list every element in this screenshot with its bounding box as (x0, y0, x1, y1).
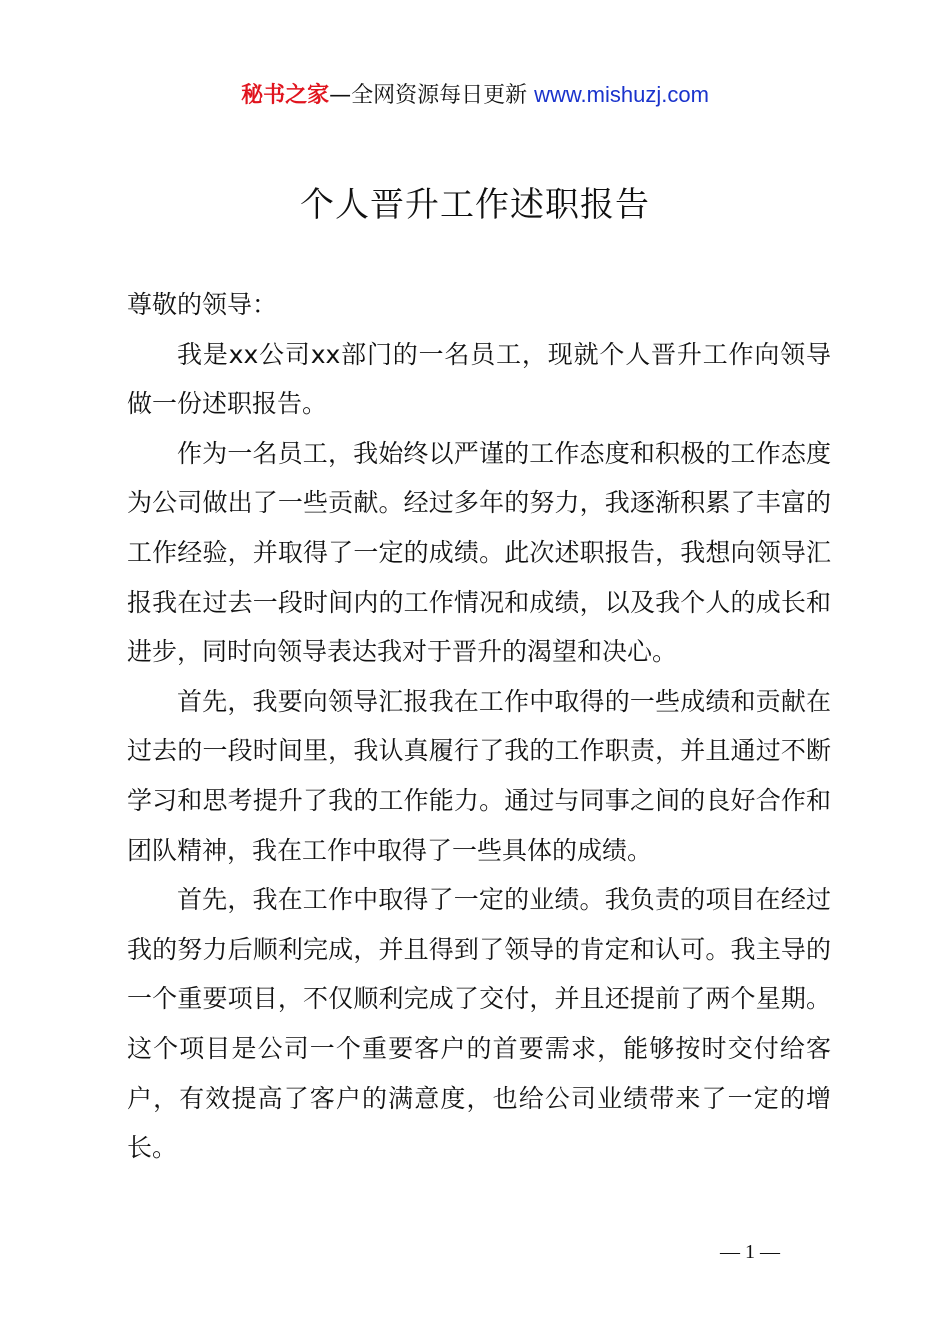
page-number: — 1 — (720, 1241, 780, 1263)
salutation: 尊敬的领导： (127, 290, 278, 319)
document-title: 个人晋升工作述职报告 (300, 185, 650, 225)
site-url-link[interactable]: www.mishuzj.com (534, 82, 709, 107)
body-paragraph: 首先，我要向领导汇报我在工作中取得的一些成绩和贡献在过去的一段时间里，我认真履行了我的工作职责，并且通过不断学习和思考提升了我的工作能力。通过与同事之间的良好合作和团队精神，我在工作中取得了一些具体的成绩。 (127, 686, 831, 865)
site-header (0, 80, 950, 111)
site-brand: 秘书之家 (241, 83, 330, 108)
body-paragraph: 作为一名员工，我始终以严谨的工作态度和积极的工作态度为公司做出了一些贡献。经过多年的努力，我逐渐积累了丰富的工作经验，并取得了一定的成绩。此次述职报告，我想向领导汇报我在过去一段时间内的工作情况和成绩，以及我个人的成长和进步，同时向领导表达我对于晋升的渴望和决心。 (127, 438, 831, 667)
body-paragraph: 首先，我在工作中取得了一定的业绩。我负责的项目在经过我的努力后顺利完成，并且得到了领导的肯定和认可。我主导的一个重要项目，不仅顺利完成了交付，并且还提前了两个星期。这个项目是公司一个重要客户的首要需求，能够按时交付给客户，有效提高了客户的满意度，也给公司业绩带来了一定的增长。 (127, 885, 831, 1163)
site-tagline: —全网资源每日更新 (329, 83, 535, 108)
body-paragraph: 我是xx公司xx部门的一名员工，现就个人晋升工作向领导做一份述职报告。 (127, 339, 831, 419)
document-body (127, 280, 831, 1173)
